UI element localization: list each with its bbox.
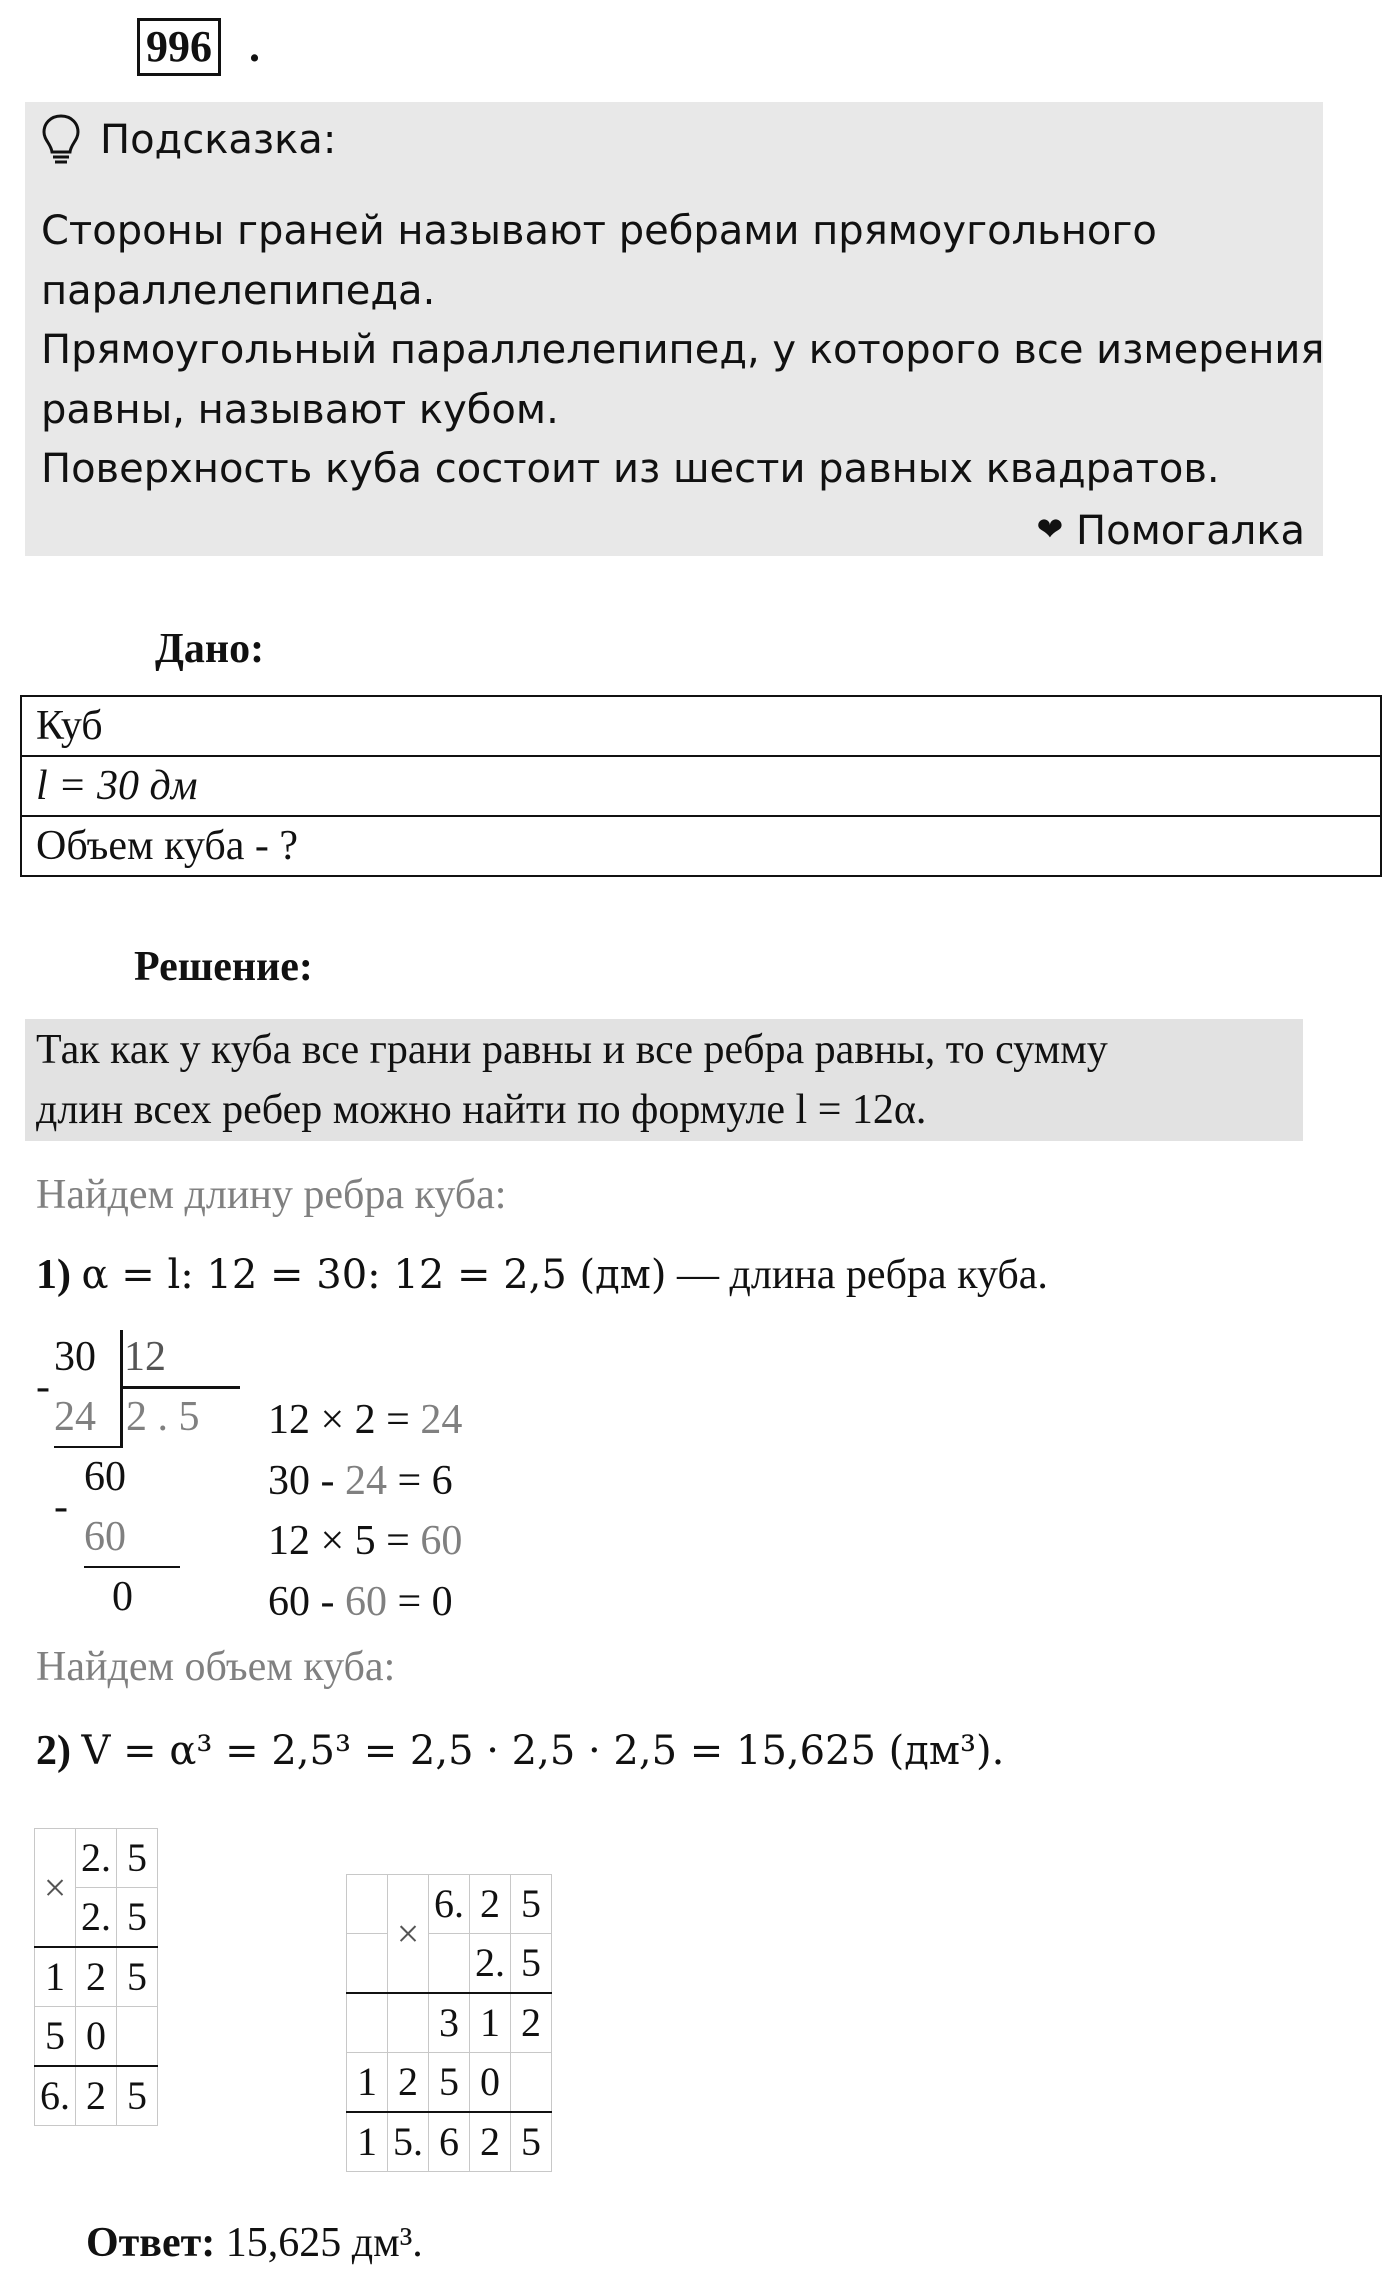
subtrahend-2: 60 <box>84 1514 126 1560</box>
subtrahend-1: 24 <box>54 1394 96 1440</box>
mult-cell: 0 <box>470 2053 511 2113</box>
step1-number: 1) <box>36 1252 71 1298</box>
remainder-2: 0 <box>112 1574 133 1620</box>
note-text <box>36 1020 1108 1140</box>
long-division <box>36 1330 216 1630</box>
given-table <box>20 695 1382 877</box>
mult-cell: 5 <box>511 1875 552 1934</box>
minus-sign: - <box>54 1484 68 1530</box>
hint-credit-label: Помогалка <box>1076 508 1305 554</box>
division-note: 60 - 60 = 0 <box>268 1578 453 1625</box>
step1-line <box>36 1248 1048 1302</box>
heart-icon: ❤ <box>1036 510 1064 548</box>
mult-cell: 5 <box>117 2066 158 2126</box>
mult-cell: 2 <box>470 1875 511 1934</box>
division-note: 12 × 5 = 60 <box>268 1518 463 1564</box>
hint-line: Стороны граней называют ребрами прямоугольного <box>41 208 1157 254</box>
hint-credit <box>1037 502 1306 558</box>
mult-cell <box>347 1934 388 1994</box>
step1-tail: — длина ребра куба. <box>666 1252 1048 1298</box>
division-bar <box>120 1330 123 1448</box>
answer-label: Ответ: <box>86 2220 216 2266</box>
multiplication-2 <box>346 1874 552 2172</box>
divisor-line <box>122 1386 240 1389</box>
step1-expression: α = l: 12 = 30: 12 = 2,5 (дм) <box>81 1252 667 1298</box>
hint-title: Подсказка: <box>100 117 337 163</box>
mult-cell: 2. <box>76 1829 117 1888</box>
mult-cell: 5 <box>117 1947 158 2007</box>
answer-line <box>86 2216 423 2270</box>
mult-cell: 2 <box>76 1947 117 2007</box>
mult-cell <box>117 2007 158 2067</box>
given-title: Дано: <box>155 626 265 672</box>
mult-cell: 5 <box>511 1934 552 1994</box>
answer-value: 15,625 дм³. <box>225 2220 423 2266</box>
problem-number-dot: . <box>249 22 260 71</box>
mult-cell: 2 <box>470 2112 511 2172</box>
mult-cell: 6. <box>429 1875 470 1934</box>
mult-cell: 2. <box>470 1934 511 1994</box>
given-row: Объем куба - ? <box>21 816 1381 876</box>
mult-cell <box>347 1875 388 1934</box>
mult-cell <box>511 2053 552 2113</box>
multiplication-1 <box>34 1828 158 2126</box>
times-sign: × <box>388 1875 429 1994</box>
mult-cell: 0 <box>76 2007 117 2067</box>
division-note: 12 × 2 = 24 <box>268 1397 463 1443</box>
note-line: Так как у куба все грани равны и все ребра равны, то сумму <box>36 1027 1108 1073</box>
step2-expression: V = α³ = 2,5³ = 2,5 · 2,5 · 2,5 = 15,625 (дм³). <box>81 1728 1005 1774</box>
mult-cell: 5 <box>35 2007 76 2067</box>
divisor: 12 <box>124 1334 166 1380</box>
mult-cell <box>388 1993 429 2053</box>
minus-sign: - <box>36 1364 50 1410</box>
quotient: 2 . 5 <box>126 1394 200 1440</box>
sub-line-1 <box>54 1446 120 1448</box>
mult-cell: 3 <box>429 1993 470 2053</box>
step1-intro: Найдем длину ребра куба: <box>36 1172 507 1218</box>
step2-intro: Найдем объем куба: <box>36 1644 396 1690</box>
mult-cell: 2. <box>76 1888 117 1948</box>
mult-cell: 2 <box>388 2053 429 2113</box>
mult-cell: 1 <box>347 2112 388 2172</box>
hint-line: параллелепипеда. <box>41 267 436 314</box>
dividend: 30 <box>54 1334 96 1380</box>
hint-line: равны, называют кубом. <box>41 386 559 433</box>
step2-line <box>36 1724 1004 1778</box>
given-row: Куб <box>21 696 1381 756</box>
remainder-1: 60 <box>84 1454 126 1500</box>
mult-cell: 6 <box>429 2112 470 2172</box>
mult-cell: 1 <box>470 1993 511 2053</box>
note-line: длин всех ребер можно найти по формуле l = 12α. <box>36 1087 927 1133</box>
mult-cell: 2 <box>511 1993 552 2053</box>
lightbulb-icon <box>41 112 83 168</box>
mult-cell <box>429 1934 470 1994</box>
mult-cell: 1 <box>347 2053 388 2113</box>
hint-line: Поверхность куба состоит из шести равных квадратов. <box>41 446 1220 492</box>
solution-title: Решение: <box>134 944 313 990</box>
mult-cell: 5 <box>117 1888 158 1948</box>
mult-cell <box>347 1993 388 2053</box>
sub-line-2 <box>84 1566 180 1568</box>
division-note: 30 - 24 = 6 <box>268 1457 453 1504</box>
step2-number: 2) <box>36 1728 71 1774</box>
given-row: l = 30 дм <box>21 756 1381 816</box>
mult-cell: 5 <box>429 2053 470 2113</box>
mult-cell: 1 <box>35 1947 76 2007</box>
mult-cell: 5 <box>511 2112 552 2172</box>
mult-cell: 5. <box>388 2112 429 2172</box>
times-sign: × <box>35 1829 76 1948</box>
hint-line: Прямоугольный параллелепипед, у которого все измерения <box>41 327 1325 373</box>
division-notes <box>268 1390 462 1632</box>
hint-text <box>41 202 1324 500</box>
mult-cell: 5 <box>117 1829 158 1888</box>
problem-number: 996 <box>137 18 221 76</box>
mult-cell: 2 <box>76 2066 117 2126</box>
mult-cell: 6. <box>35 2066 76 2126</box>
